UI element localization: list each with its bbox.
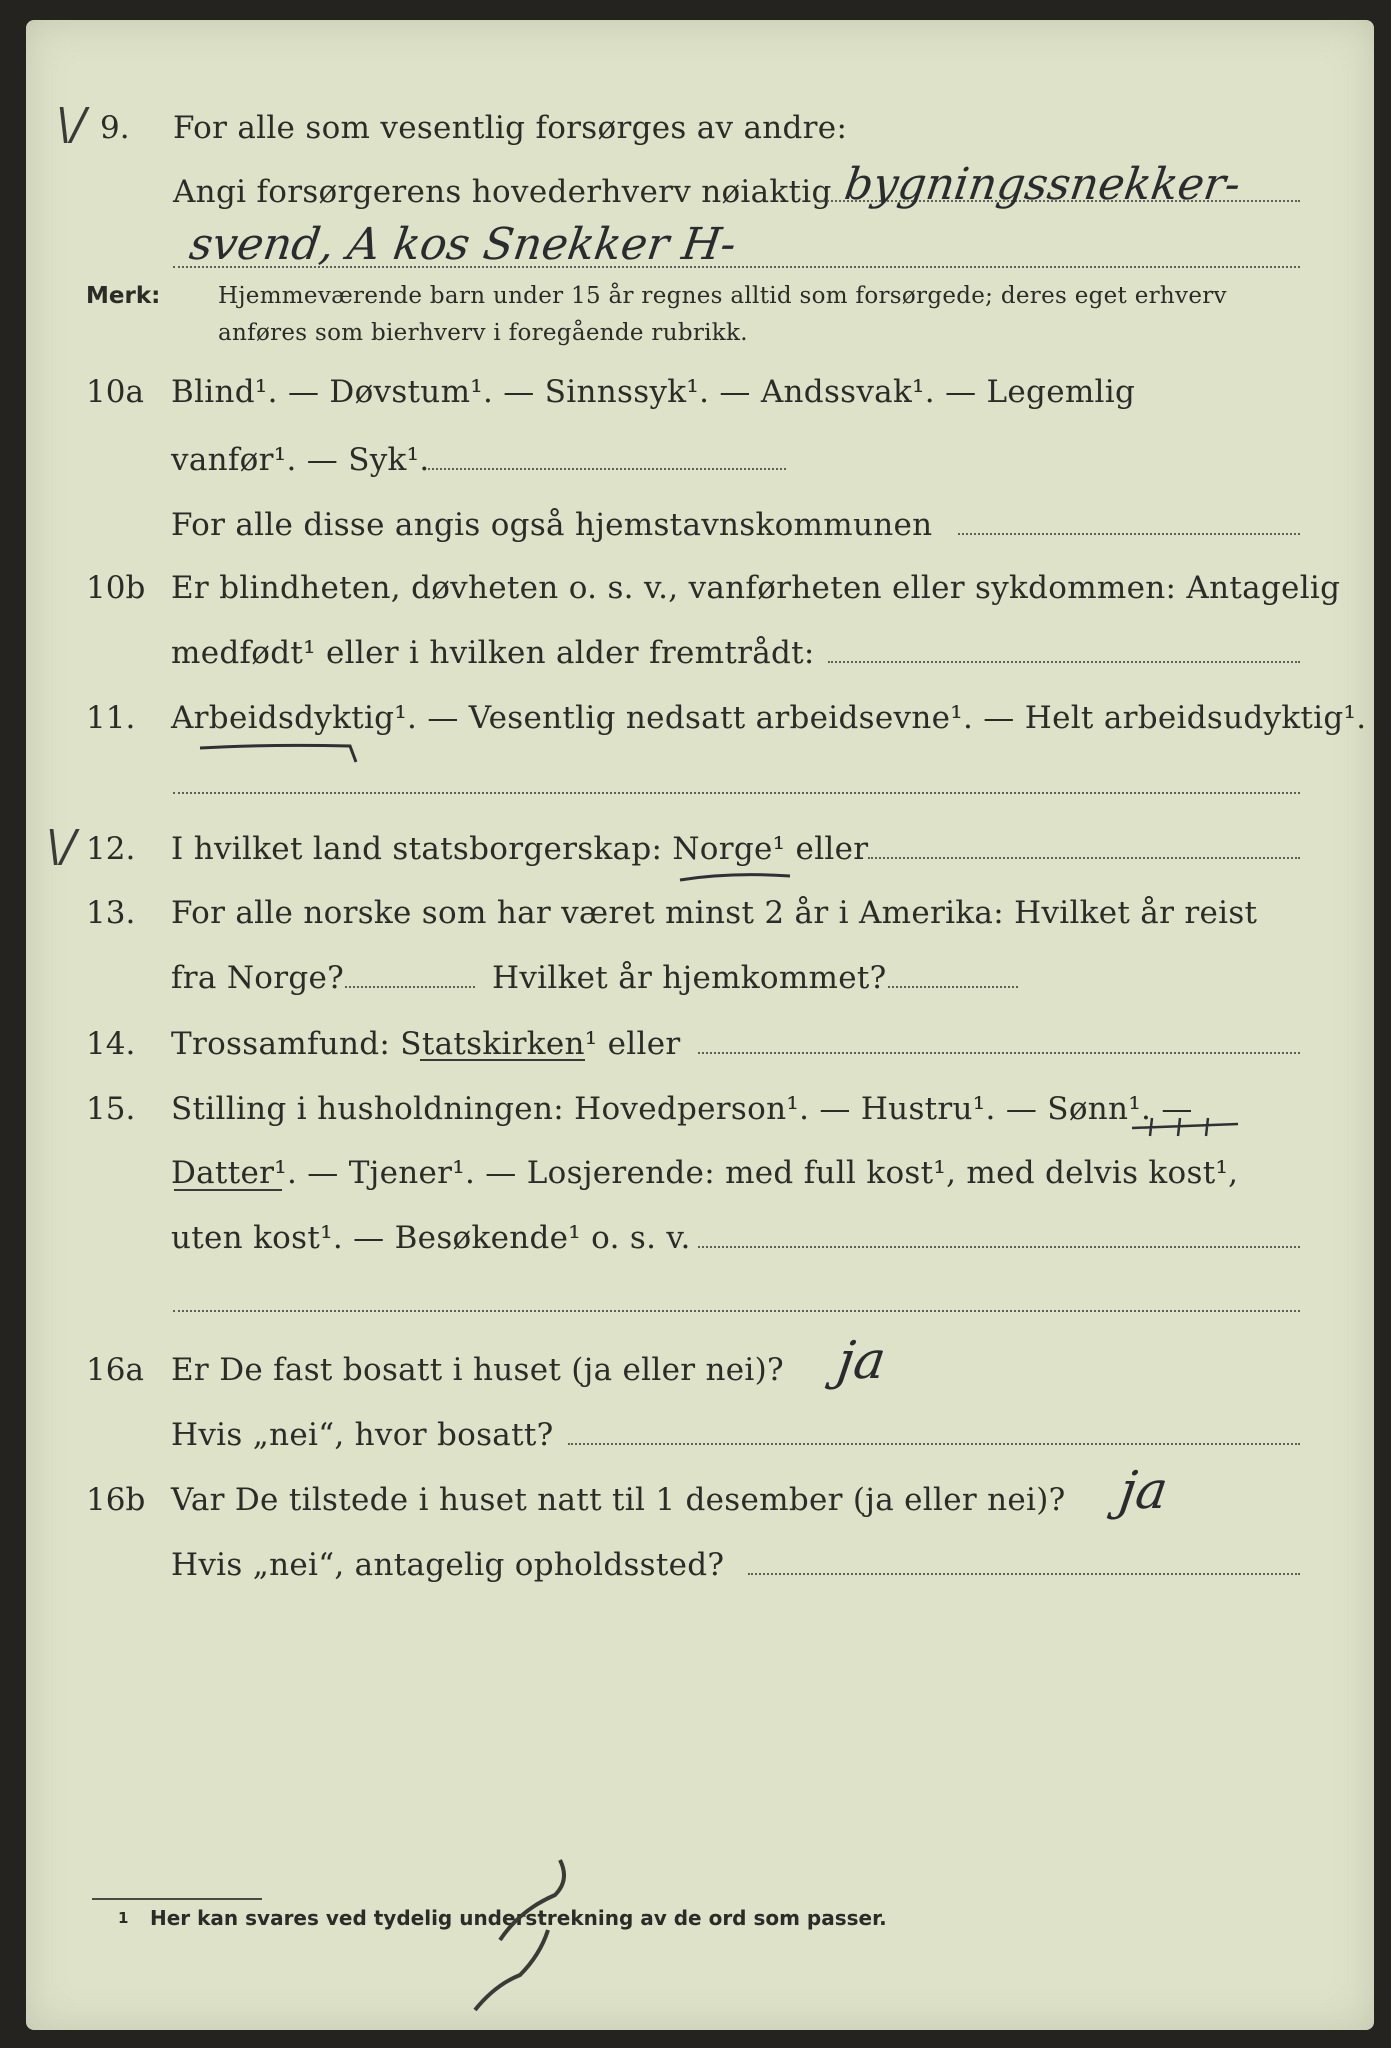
q15-line1: Stilling i husholdningen: Hovedperson¹. — Hustru¹. — Sønn¹. —: [171, 1091, 1193, 1127]
q10a-line1: Blind¹. — Døvstum¹. — Sinnssyk¹. — Andssvak¹. — Legemlig: [171, 374, 1136, 410]
q10a-hjemstavn-fill-line: [958, 533, 1300, 535]
q9-handwritten-answer-1: bygningssnekker-: [841, 159, 1244, 210]
q11-fill-line: [173, 792, 1300, 794]
q10a-line3: For alle disse angis også hjemstavnskommunen: [171, 507, 933, 543]
q15-fill-line-2: [173, 1310, 1300, 1312]
q16a-line2: Hvis „nei“, hvor bosatt?: [171, 1417, 554, 1453]
q16b-handwritten-answer: ja: [1115, 1461, 1172, 1521]
q10b-line2: medfødt¹ eller i hvilken alder fremtrådt:: [171, 635, 815, 671]
q16a-fill-line: [568, 1443, 1300, 1445]
q12-number: 12.: [86, 831, 136, 867]
merk-label: Merk:: [86, 283, 161, 309]
q10b-line1: Er blindheten, døvheten o. s. v., vanførheten eller sykdommen: Antagelig: [171, 570, 1341, 606]
q15-number: 15.: [86, 1091, 136, 1127]
q15-line3: uten kost¹. — Besøkende¹ o. s. v.: [171, 1220, 691, 1256]
q13-line1: For alle norske som har været minst 2 år i Amerika: Hvilket år reist: [171, 895, 1258, 931]
check-mark-q12: \/: [46, 821, 76, 872]
q13-line2a: fra Norge?: [171, 960, 345, 996]
q10a-syk-fill-line: [428, 468, 786, 470]
q13-number: 13.: [86, 895, 136, 931]
q14-number: 14.: [86, 1026, 136, 1062]
check-mark-q9: \/: [56, 99, 86, 150]
q9-line2: Angi forsørgerens hovederhverv nøiaktig: [173, 174, 832, 210]
q10b-number: 10b: [86, 570, 146, 606]
q16b-fill-line: [748, 1573, 1300, 1575]
q16a-handwritten-answer: ja: [833, 1331, 890, 1391]
q13-line2b: Hvilket år hjemkommet?: [492, 960, 887, 996]
q13-hjemkommet-fill-line: [888, 986, 1018, 988]
footnote-rule: [92, 1898, 262, 1900]
q16b-number: 16b: [86, 1482, 146, 1518]
q16a-number: 16a: [86, 1352, 144, 1388]
q10b-fill-line: [828, 661, 1300, 663]
q11-line1: Arbeidsdyktig¹. — Vesentlig nedsatt arbeidsevne¹. — Helt arbeidsudyktig¹.: [171, 700, 1367, 736]
q9-handwritten-answer-2: svend, A kos Snekker H-: [186, 219, 740, 270]
q9-number: 9.: [100, 110, 130, 146]
q16a-line1: Er De fast bosatt i huset (ja eller nei)?: [171, 1352, 784, 1388]
q15-fill-line-1: [698, 1246, 1300, 1248]
q11-number: 11.: [86, 700, 136, 736]
q9-line1: For alle som vesentlig forsørges av andre:: [173, 110, 848, 146]
footnote-text: Her kan svares ved tydelig understrekning av de ord som passer.: [150, 1906, 887, 1930]
q12-line1: I hvilket land statsborgerskap: Norge¹ eller: [171, 831, 869, 867]
merk-line1: Hjemmeværende barn under 15 år regnes alltid som forsørgede; deres eget erhverv: [218, 283, 1227, 309]
merk-line2: anføres som bierhverv i foregående rubrikk.: [218, 320, 748, 346]
q14-fill-line: [698, 1052, 1300, 1054]
q12-fill-line: [868, 857, 1300, 859]
q16b-line2: Hvis „nei“, antagelig opholdssted?: [171, 1547, 725, 1583]
q14-line1: Trossamfund: Statskirken¹ eller: [171, 1026, 681, 1062]
footnote-mark: 1: [118, 1909, 129, 1927]
q10a-number: 10a: [86, 374, 144, 410]
q15-line2: Datter¹. — Tjener¹. — Losjerende: med full kost¹, med delvis kost¹,: [171, 1155, 1239, 1191]
q13-reist-fill-line: [345, 986, 475, 988]
q10a-line2: vanfør¹. — Syk¹.: [171, 442, 430, 478]
q16b-line1: Var De tilstede i huset natt til 1 desember (ja eller nei)?: [171, 1482, 1066, 1518]
